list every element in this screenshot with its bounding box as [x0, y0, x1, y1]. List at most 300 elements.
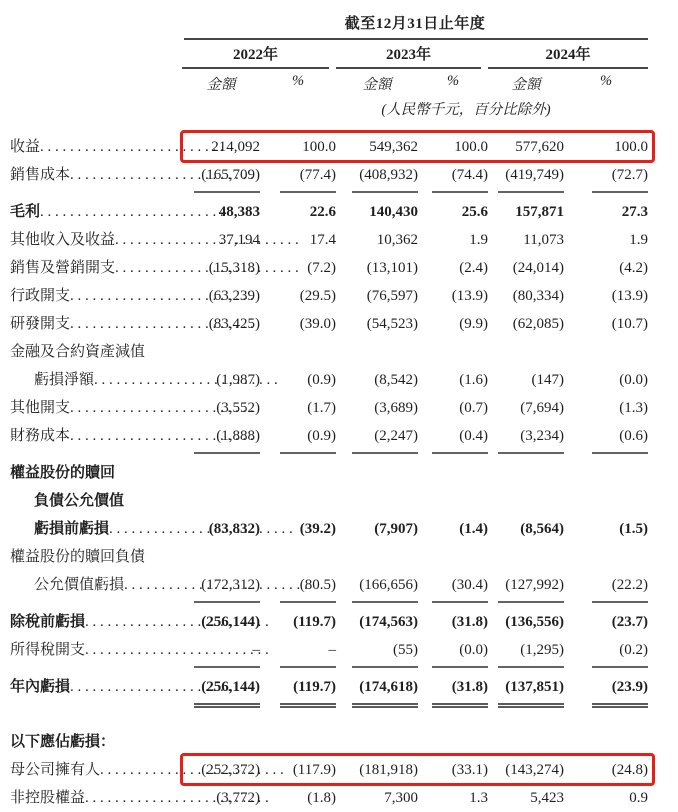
cell-value: (31.8)	[432, 673, 488, 708]
cell-value: 577,620	[515, 139, 564, 155]
amount-cell	[488, 459, 564, 487]
amount-cell	[182, 571, 260, 603]
cell-value: (31.8)	[451, 614, 488, 630]
percent-cell	[418, 756, 488, 784]
amount-cell	[182, 310, 260, 338]
percent-cell	[260, 366, 336, 394]
cell-value: (143,274)	[505, 762, 564, 778]
amount-cell	[336, 282, 418, 310]
amount-cell	[336, 254, 418, 282]
row-label	[10, 459, 182, 487]
percent-cell	[564, 543, 648, 571]
amount-cell	[182, 133, 260, 161]
cell-value: (119.7)	[293, 614, 336, 630]
row-label-text: 除稅前虧損	[10, 614, 86, 630]
row-label-text: 銷售成本	[10, 167, 71, 183]
percent-cell	[260, 459, 336, 487]
cell-value: (8,542)	[374, 372, 418, 388]
table-row	[10, 728, 648, 756]
percent-cell	[564, 254, 648, 282]
cell-value: (0.9)	[307, 372, 336, 388]
percent-cell	[418, 133, 488, 161]
row-label-text: 金融及合約資產減值	[10, 344, 146, 360]
amount-cell	[336, 515, 418, 543]
row-label	[10, 487, 182, 515]
percent-cell	[260, 756, 336, 784]
amount-cell	[182, 459, 260, 487]
amount-cell	[182, 673, 260, 708]
row-label-text: 收益	[10, 139, 41, 155]
cell-value: (39.2)	[299, 521, 336, 537]
cell-value: (83,425)	[208, 316, 260, 332]
amount-cell	[336, 784, 418, 812]
cell-value: (9.9)	[459, 316, 488, 332]
row-label	[10, 784, 182, 812]
cell-value: (15,318)	[208, 260, 260, 276]
cell-value: (13.9)	[451, 288, 488, 304]
amount-cell	[182, 784, 260, 812]
percent-cell	[418, 310, 488, 338]
amount-cell	[182, 608, 260, 636]
cell-value: (13.9)	[611, 288, 648, 304]
cell-value: (23.9)	[592, 673, 648, 708]
year-header-row	[182, 40, 648, 69]
amount-cell	[488, 515, 564, 543]
cell-value: (174,563)	[359, 614, 418, 630]
percent-cell	[260, 161, 336, 193]
cell-value: (54,523)	[366, 316, 418, 332]
amount-cell	[336, 226, 418, 254]
row-label	[10, 366, 182, 394]
cell-value: (72.7)	[592, 161, 648, 193]
cell-value: (30.4)	[432, 571, 488, 603]
cell-value: (419,749)	[498, 161, 564, 193]
percent-cell	[418, 226, 488, 254]
amount-cell	[336, 338, 418, 366]
row-label-text: 年內虧損	[10, 679, 71, 695]
cell-value: (24.8)	[611, 762, 648, 778]
amount-cell	[488, 338, 564, 366]
table-body	[10, 133, 648, 812]
percent-cell	[564, 756, 648, 784]
percent-cell	[260, 226, 336, 254]
percent-cell	[564, 366, 648, 394]
percent-cell	[260, 282, 336, 310]
row-label	[10, 756, 182, 784]
cell-value: (4.2)	[619, 260, 648, 276]
cell-value: (22.2)	[592, 571, 648, 603]
row-label	[10, 571, 182, 603]
amount-cell	[488, 422, 564, 454]
percent-cell	[260, 636, 336, 668]
row-label-text: 其他開支	[10, 400, 71, 416]
cell-value: (1.8)	[307, 790, 336, 806]
row-label-text: 毛利	[10, 204, 41, 220]
cell-value: 100.0	[454, 139, 488, 155]
percent-cell	[260, 338, 336, 366]
cell-value: (181,918)	[359, 762, 418, 778]
percent-cell	[564, 282, 648, 310]
row-label	[10, 422, 182, 454]
percent-cell	[418, 394, 488, 422]
cell-value: (80.5)	[280, 571, 336, 603]
row-label-text: 公允價值虧損	[34, 577, 125, 593]
row-label	[10, 282, 182, 310]
table-row	[10, 254, 648, 282]
amount-cell	[488, 728, 564, 756]
row-label-text: 所得稅開支	[10, 642, 86, 658]
table-row	[10, 673, 648, 715]
cell-value: (0.0)	[619, 372, 648, 388]
percent-cell	[418, 338, 488, 366]
cell-value: 25.6	[461, 204, 488, 220]
cell-value: 1.9	[629, 232, 648, 248]
row-label-text: 虧損前虧損	[34, 521, 110, 537]
row-label-text: 權益股份的贖回	[10, 465, 116, 481]
cell-value: (1.6)	[459, 372, 488, 388]
currency-unit-note: (人民幣千元，百分比除外)	[381, 102, 551, 118]
cell-value: (0.6)	[592, 422, 648, 454]
amount-cell	[182, 366, 260, 394]
percent-cell	[564, 161, 648, 193]
amount-cell	[182, 728, 260, 756]
cell-value: (166,656)	[352, 571, 418, 603]
amount-cell	[336, 394, 418, 422]
percent-header: %	[599, 73, 613, 89]
cell-value: (1.4)	[459, 521, 488, 537]
percent-cell	[418, 282, 488, 310]
amount-cell	[488, 310, 564, 338]
cell-value: (136,556)	[505, 614, 564, 630]
amount-cell	[488, 161, 564, 193]
amount-cell	[182, 161, 260, 193]
cell-value: 17.4	[309, 232, 336, 248]
table-row	[10, 310, 648, 338]
table-row	[10, 422, 648, 459]
cell-value: 10,362	[376, 232, 418, 248]
percent-cell	[260, 394, 336, 422]
percent-cell	[564, 608, 648, 636]
cell-value: (7,907)	[374, 521, 418, 537]
year-column-2022: 2022年	[182, 43, 329, 69]
table-row	[10, 338, 648, 366]
amount-cell	[336, 310, 418, 338]
table-row	[10, 487, 648, 515]
cell-value: (63,239)	[208, 288, 260, 304]
row-label-text: 虧損淨額	[34, 372, 95, 388]
cell-value: –	[280, 636, 336, 668]
cell-value: (83,832)	[208, 521, 260, 537]
year-column-2023: 2023年	[336, 43, 481, 69]
row-label-text: 負債公允價值	[34, 493, 125, 509]
cell-value: 5,423	[530, 790, 564, 806]
percent-cell	[418, 608, 488, 636]
amount-cell	[182, 422, 260, 454]
cell-value: (1,987)	[216, 372, 260, 388]
percent-cell	[418, 543, 488, 571]
cell-value: 157,871	[515, 204, 564, 220]
amount-cell	[336, 161, 418, 193]
amount-cell	[336, 608, 418, 636]
cell-value: (39.0)	[299, 316, 336, 332]
percent-cell	[564, 133, 648, 161]
cell-value: (0.9)	[280, 422, 336, 454]
cell-value: (55)	[352, 636, 418, 668]
cell-value: (2,247)	[352, 422, 418, 454]
percent-cell	[564, 636, 648, 668]
amount-cell	[488, 673, 564, 708]
table-row	[10, 515, 648, 543]
amount-cell	[488, 226, 564, 254]
row-label	[10, 254, 182, 282]
cell-value: (3,689)	[374, 400, 418, 416]
cell-value: (174,618)	[352, 673, 418, 708]
percent-cell	[564, 198, 648, 226]
table-row	[10, 161, 648, 198]
percent-cell	[564, 394, 648, 422]
cell-value: 11,073	[523, 232, 564, 248]
percent-cell	[260, 515, 336, 543]
row-label-text: 母公司擁有人	[10, 762, 101, 778]
row-label	[10, 728, 182, 756]
percent-cell	[564, 338, 648, 366]
cell-value: (3,552)	[216, 400, 260, 416]
percent-cell	[260, 422, 336, 454]
amount-cell	[182, 226, 260, 254]
amount-cell	[336, 571, 418, 603]
amount-cell	[336, 459, 418, 487]
percent-cell	[564, 571, 648, 603]
amount-cell	[182, 515, 260, 543]
cell-value: (3,234)	[498, 422, 564, 454]
amount-cell	[488, 366, 564, 394]
table-row	[10, 784, 648, 812]
cell-value: (256,144)	[194, 673, 260, 708]
cell-value: 37,194	[218, 232, 260, 248]
cell-value: (147)	[531, 372, 564, 388]
amount-cell	[488, 608, 564, 636]
amount-cell	[336, 756, 418, 784]
subheader-row	[10, 69, 648, 94]
table-row	[10, 394, 648, 422]
amount-cell	[488, 756, 564, 784]
cell-value: (7.2)	[307, 260, 336, 276]
amount-cell	[336, 366, 418, 394]
row-label	[10, 226, 182, 254]
table-row	[10, 459, 648, 487]
row-label-text: 以下應佔虧損：	[10, 734, 116, 750]
amount-header: 金額	[362, 77, 392, 93]
cell-value: (74.4)	[432, 161, 488, 193]
table-row	[10, 571, 648, 608]
percent-cell	[260, 133, 336, 161]
cell-value: 1.9	[469, 232, 488, 248]
cell-value: 214,092	[211, 139, 260, 155]
percent-cell	[418, 784, 488, 812]
percent-cell	[418, 636, 488, 668]
cell-value: (13,101)	[366, 260, 418, 276]
cell-value: 100.0	[614, 139, 648, 155]
row-label	[10, 636, 182, 668]
table-row	[10, 608, 648, 636]
amount-cell	[488, 133, 564, 161]
amount-cell	[182, 394, 260, 422]
amount-cell	[336, 133, 418, 161]
percent-cell	[260, 571, 336, 603]
amount-cell	[182, 543, 260, 571]
percent-cell	[260, 784, 336, 812]
cell-value: 140,430	[369, 204, 418, 220]
percent-cell	[564, 422, 648, 454]
cell-value: 48,383	[218, 204, 260, 220]
percent-cell	[418, 422, 488, 454]
row-label	[10, 310, 182, 338]
cell-value: (252,372)	[201, 762, 260, 778]
amount-cell	[488, 571, 564, 603]
row-label	[10, 161, 182, 193]
row-label	[10, 515, 182, 543]
percent-cell	[260, 728, 336, 756]
amount-cell	[182, 254, 260, 282]
percent-cell	[418, 515, 488, 543]
percent-cell	[260, 310, 336, 338]
row-label-text: 財務成本	[10, 428, 71, 444]
percent-cell	[260, 254, 336, 282]
cell-value: (1.3)	[619, 400, 648, 416]
percent-cell	[418, 728, 488, 756]
cell-value: (23.7)	[611, 614, 648, 630]
cell-value: (0.7)	[459, 400, 488, 416]
table-row	[10, 636, 648, 673]
percent-cell	[260, 673, 336, 708]
cell-value: 100.0	[302, 139, 336, 155]
cell-value: (10.7)	[611, 316, 648, 332]
row-label-text: 研發開支	[10, 316, 71, 332]
percent-cell	[564, 310, 648, 338]
percent-cell	[564, 728, 648, 756]
cell-value: (62,085)	[512, 316, 564, 332]
cell-value: –	[194, 636, 260, 668]
subheader-spacer	[10, 73, 182, 94]
cell-value: 1.3	[469, 790, 488, 806]
cell-value: (33.1)	[451, 762, 488, 778]
percent-cell	[564, 459, 648, 487]
cell-value: (0.4)	[432, 422, 488, 454]
row-label	[10, 198, 182, 226]
table-row	[10, 226, 648, 254]
row-label	[10, 133, 182, 161]
percent-cell	[564, 226, 648, 254]
percent-cell	[260, 198, 336, 226]
percent-cell	[260, 608, 336, 636]
percent-header: %	[446, 73, 460, 89]
percent-cell	[564, 673, 648, 708]
amount-header: 金額	[511, 77, 541, 93]
percent-cell	[418, 673, 488, 708]
amount-cell	[336, 673, 418, 708]
cell-value: (77.4)	[280, 161, 336, 193]
percent-cell	[260, 543, 336, 571]
percent-cell	[418, 487, 488, 515]
row-label-text: 權益股份的贖回負債	[10, 549, 146, 565]
cell-value: (137,851)	[498, 673, 564, 708]
amount-cell	[336, 487, 418, 515]
cell-value: (127,992)	[498, 571, 564, 603]
amount-cell	[488, 254, 564, 282]
cell-value: (0.0)	[432, 636, 488, 668]
cell-value: (0.2)	[592, 636, 648, 668]
percent-cell	[564, 487, 648, 515]
amount-cell	[182, 282, 260, 310]
amount-cell	[336, 728, 418, 756]
cell-value: (24,014)	[512, 260, 564, 276]
table-row	[10, 282, 648, 310]
cell-value: (3,772)	[216, 790, 260, 806]
amount-cell	[336, 636, 418, 668]
amount-cell	[336, 198, 418, 226]
amount-cell	[488, 543, 564, 571]
cell-value: 27.3	[621, 204, 648, 220]
cell-value: (1.7)	[307, 400, 336, 416]
row-label-text: 銷售及營銷開支	[10, 260, 116, 276]
amount-cell	[488, 636, 564, 668]
cell-value: (1,295)	[498, 636, 564, 668]
cell-value: (408,932)	[352, 161, 418, 193]
cell-value: (172,312)	[194, 571, 260, 603]
amount-cell	[488, 487, 564, 515]
amount-cell	[182, 487, 260, 515]
table-row	[10, 756, 648, 784]
percent-cell	[418, 254, 488, 282]
row-label-text: 行政開支	[10, 288, 71, 304]
cell-value: (7,694)	[520, 400, 564, 416]
row-label-text: 非控股權益	[10, 790, 86, 806]
cell-value: (29.5)	[299, 288, 336, 304]
income-statement-table	[10, 8, 648, 812]
percent-cell	[418, 366, 488, 394]
cell-value: (119.7)	[280, 673, 336, 708]
percent-cell	[260, 487, 336, 515]
cell-value: (1.5)	[619, 521, 648, 537]
table-row	[10, 133, 648, 161]
percent-cell	[418, 571, 488, 603]
year-column-2024: 2024年	[488, 43, 648, 69]
table-row	[10, 198, 648, 226]
amount-cell	[182, 636, 260, 668]
amount-cell	[182, 338, 260, 366]
amount-cell	[488, 784, 564, 812]
row-label	[10, 394, 182, 422]
cell-value: 7,300	[384, 790, 418, 806]
cell-value: 22.6	[309, 204, 336, 220]
amount-cell	[182, 756, 260, 784]
cell-value: 549,362	[369, 139, 418, 155]
cell-value: 0.9	[629, 790, 648, 806]
percent-header: %	[291, 73, 305, 89]
amount-cell	[488, 394, 564, 422]
cell-value: (8,564)	[520, 521, 564, 537]
cell-value: (117.9)	[292, 762, 336, 778]
amount-cell	[182, 198, 260, 226]
cell-value: (80,334)	[512, 288, 564, 304]
amount-cell	[336, 543, 418, 571]
cell-value: (1,888)	[194, 422, 260, 454]
amount-cell	[488, 198, 564, 226]
cell-value: (256,144)	[201, 614, 260, 630]
cell-value: (2.4)	[459, 260, 488, 276]
row-label	[10, 673, 182, 708]
table-row	[10, 366, 648, 394]
